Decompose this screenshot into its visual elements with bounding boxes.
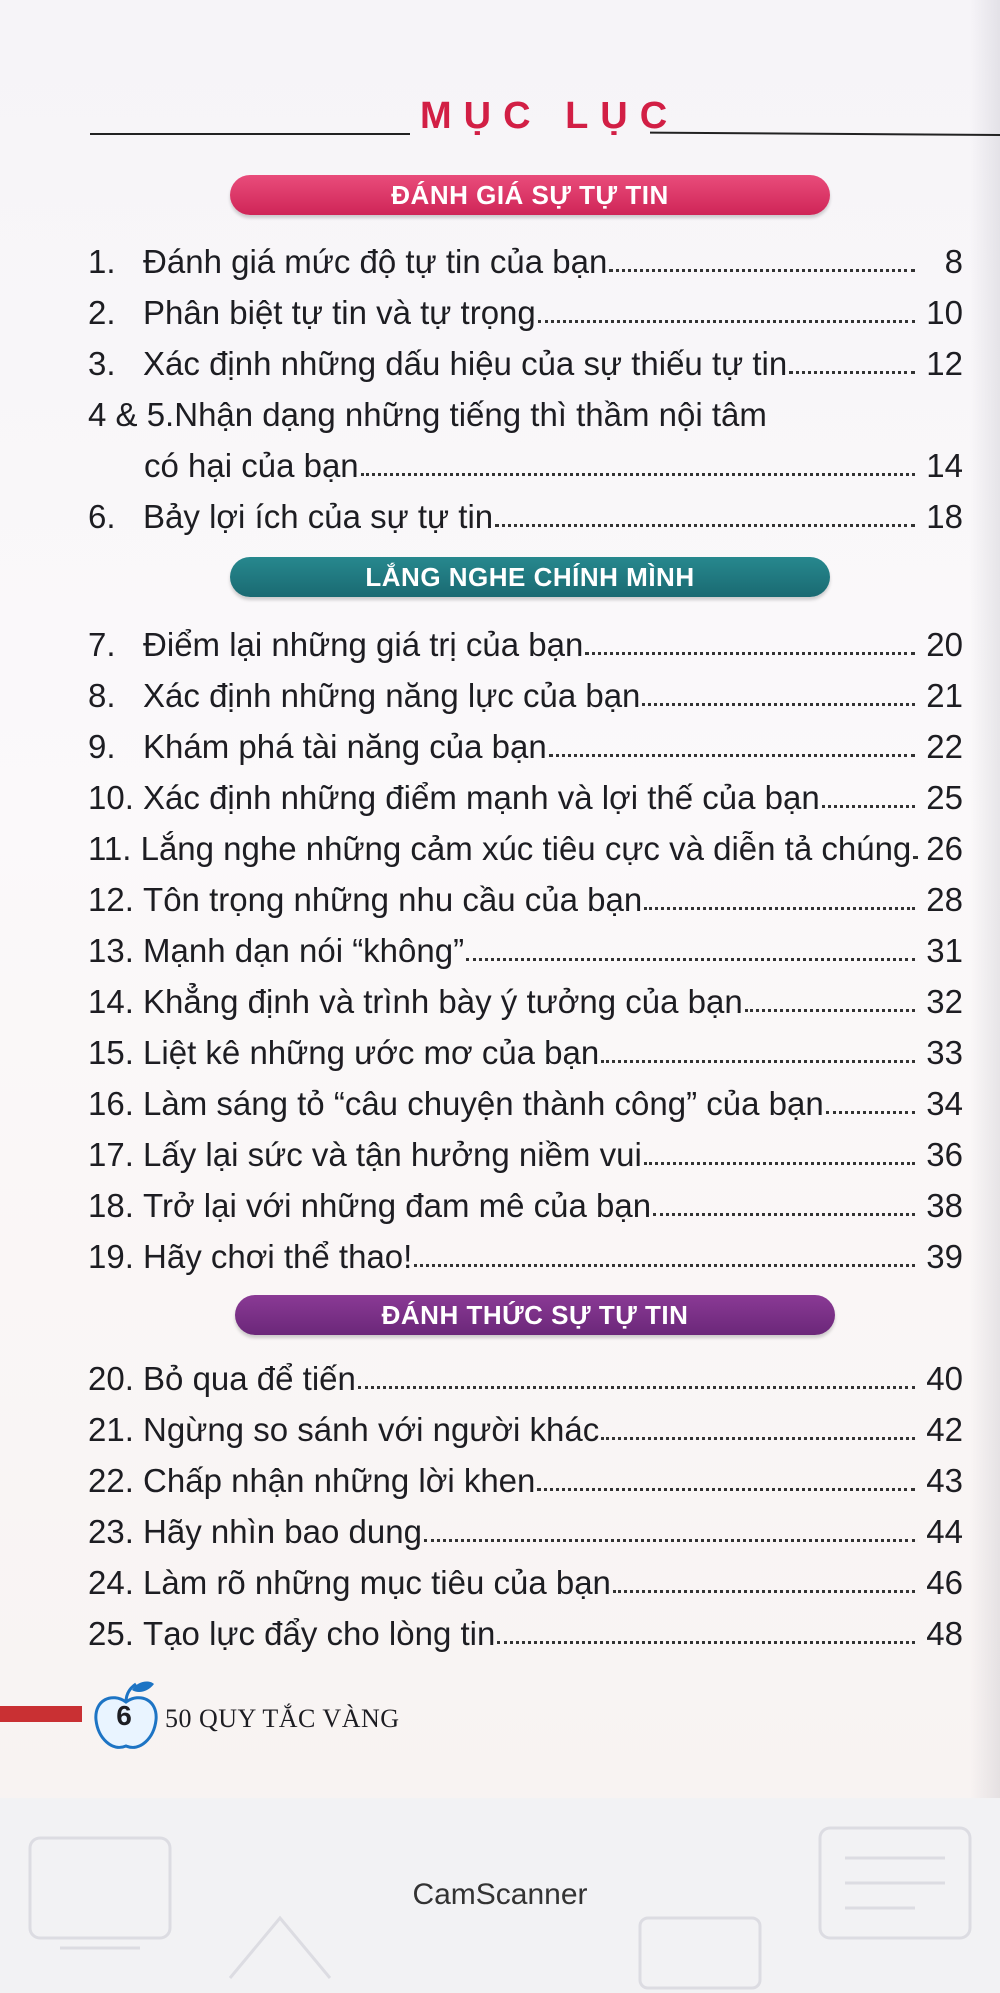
dot-leader — [745, 1009, 915, 1012]
book-title: 50 QUY TẮC VÀNG — [165, 1704, 400, 1733]
page-footer — [0, 1670, 600, 1760]
entry-page: 21 — [926, 677, 963, 714]
toc-header — [90, 95, 970, 145]
toc-entry — [88, 616, 963, 664]
entry-number: 22. — [88, 1462, 144, 1499]
dot-leader — [653, 1213, 915, 1216]
dot-leader — [609, 269, 915, 272]
entry-page: 14 — [926, 447, 963, 484]
header-rule-left — [90, 133, 410, 135]
camscanner-brand: CamScanner — [412, 1878, 588, 1911]
entry-page: 40 — [926, 1360, 963, 1397]
entry-title: Chấp nhận những lời khen — [143, 1462, 536, 1499]
entry-number: 24. — [88, 1564, 144, 1601]
footer-red-bar — [0, 1706, 82, 1722]
entry-number: 15. — [88, 1034, 144, 1071]
entry-page: 43 — [926, 1462, 963, 1499]
toc-entry — [88, 973, 963, 1021]
toc-entry — [88, 769, 963, 817]
entry-title: Phân biệt tự tin và tự trọng — [143, 294, 536, 331]
section-banner-1: ĐÁNH GIÁ SỰ TỰ TIN — [230, 175, 830, 215]
entry-number: 6. — [88, 498, 144, 535]
toc-entry — [88, 1024, 963, 1072]
entry-page: 26 — [926, 830, 963, 867]
dot-leader — [538, 320, 915, 323]
entry-number: 4 & 5. — [88, 396, 175, 433]
dot-leader — [644, 907, 915, 910]
entry-number: 10. — [88, 779, 144, 816]
entry-number: 11. — [88, 830, 141, 867]
entry-title: Bảy lợi ích của sự tự tin — [143, 498, 494, 535]
entry-page: 44 — [926, 1513, 963, 1550]
dot-leader — [601, 1060, 915, 1063]
dot-leader — [642, 703, 915, 706]
entry-page: 33 — [926, 1034, 963, 1071]
entry-number: 16. — [88, 1085, 144, 1122]
toc-entry — [88, 233, 963, 281]
entry-title: Xác định những điểm mạnh và lợi thế của bạn — [143, 779, 820, 816]
entry-title: Đánh giá mức độ tự tin của bạn — [143, 243, 608, 280]
dot-leader — [361, 473, 915, 476]
entry-number: 19. — [88, 1238, 144, 1275]
toc-entry — [88, 1350, 963, 1398]
entry-title: Tạo lực đẩy cho lòng tin — [143, 1615, 496, 1652]
dot-leader — [601, 1437, 915, 1440]
entry-title: Xác định những dấu hiệu của sự thiếu tự tin — [143, 345, 788, 382]
toc-entry-first-line — [88, 386, 963, 434]
entry-number: 25. — [88, 1615, 144, 1652]
entry-page: 34 — [926, 1085, 963, 1122]
toc-entry — [88, 1177, 963, 1225]
entry-page: 48 — [926, 1615, 963, 1652]
entry-number: 7. — [88, 626, 144, 663]
dot-leader — [585, 652, 915, 655]
entry-title: Lắng nghe những cảm xúc tiêu cực và diễn tả chúng — [140, 830, 912, 867]
entry-title: Hãy nhìn bao dung — [143, 1513, 422, 1550]
toc-entry — [88, 1228, 963, 1276]
entry-page: 10 — [926, 294, 963, 331]
entry-page: 46 — [926, 1564, 963, 1601]
entry-title: Bỏ qua để tiến — [143, 1360, 356, 1397]
toc-entry — [88, 284, 963, 332]
toc-entry — [88, 488, 963, 536]
entry-title: Tôn trọng những nhu cầu của bạn — [143, 881, 643, 918]
entry-title: Hãy chơi thể thao! — [143, 1238, 413, 1275]
entry-title: Mạnh dạn nói “không” — [143, 932, 465, 969]
entry-number: 8. — [88, 677, 144, 714]
toc-entry — [88, 922, 963, 970]
entry-title: Ngừng so sánh với người khác — [143, 1411, 600, 1448]
entry-title: Lấy lại sức và tận hưởng niềm vui — [143, 1136, 642, 1173]
entry-number: 17. — [88, 1136, 144, 1173]
toc-entry — [88, 1605, 963, 1653]
dot-leader — [613, 1590, 915, 1593]
dot-leader — [497, 1641, 915, 1644]
entry-page: 36 — [926, 1136, 963, 1173]
entry-title: Làm rõ những mục tiêu của bạn — [143, 1564, 611, 1601]
entry-title: Khẳng định và trình bày ý tưởng của bạn — [143, 983, 743, 1020]
dot-leader — [822, 805, 915, 808]
entry-page: 38 — [926, 1187, 963, 1224]
entry-page: 18 — [926, 498, 963, 535]
dot-leader — [414, 1264, 915, 1267]
toc-title: MỤC LỤC — [420, 95, 680, 137]
toc-entry — [88, 1554, 963, 1602]
dot-leader — [358, 1386, 915, 1389]
toc-entry-continuation — [144, 437, 963, 485]
entry-number: 18. — [88, 1187, 144, 1224]
entry-page: 20 — [926, 626, 963, 663]
entry-title: Trở lại với những đam mê của bạn — [143, 1187, 652, 1224]
dot-leader — [537, 1488, 915, 1491]
dot-leader — [424, 1539, 915, 1542]
entry-title: Làm sáng tỏ “câu chuyện thành công” của bạn — [143, 1085, 824, 1122]
toc-entry — [88, 1452, 963, 1500]
toc-entry — [88, 1503, 963, 1551]
entry-page: 22 — [926, 728, 963, 765]
entry-page: 42 — [926, 1411, 963, 1448]
entry-page: 8 — [944, 243, 963, 280]
entry-number: 12. — [88, 881, 144, 918]
dot-leader — [466, 958, 915, 961]
entry-number: 23. — [88, 1513, 144, 1550]
entry-number: 2. — [88, 294, 144, 331]
page-spine-shadow — [970, 0, 1000, 1798]
toc-entry — [88, 667, 963, 715]
dot-leader — [789, 371, 915, 374]
entry-title: Khám phá tài năng của bạn — [143, 728, 547, 765]
toc-entry — [88, 718, 963, 766]
entry-title: Liệt kê những ước mơ của bạn — [143, 1034, 600, 1071]
entry-title: Nhận dạng những tiếng thì thầm nội tâm — [174, 396, 767, 433]
dot-leader — [495, 524, 915, 527]
dot-leader — [644, 1162, 915, 1165]
entry-page: 31 — [926, 932, 963, 969]
dot-leader — [913, 856, 915, 859]
dot-leader — [826, 1111, 915, 1114]
toc-entry — [88, 820, 963, 868]
dot-leader — [549, 754, 915, 757]
entry-number: 3. — [88, 345, 144, 382]
section-banner-3: ĐÁNH THỨC SỰ TỰ TIN — [235, 1295, 835, 1335]
toc-entry — [88, 335, 963, 383]
entry-number: 14. — [88, 983, 144, 1020]
entry-number: 13. — [88, 932, 144, 969]
camscanner-watermark-area — [0, 1798, 1000, 1993]
entry-page: 39 — [926, 1238, 963, 1275]
entry-number: 20. — [88, 1360, 144, 1397]
entry-number: 1. — [88, 243, 144, 280]
toc-entry — [88, 1126, 963, 1174]
entry-number: 9. — [88, 728, 144, 765]
entry-page: 32 — [926, 983, 963, 1020]
entry-title: Điểm lại những giá trị của bạn — [143, 626, 584, 663]
section-banner-2: LẮNG NGHE CHÍNH MÌNH — [230, 557, 830, 597]
entry-title-continuation: có hại của bạn — [144, 447, 359, 484]
entry-number: 21. — [88, 1411, 144, 1448]
entry-title: Xác định những năng lực của bạn — [143, 677, 641, 714]
toc-entry — [88, 1401, 963, 1449]
toc-entry — [88, 871, 963, 919]
entry-page: 28 — [926, 881, 963, 918]
toc-entry — [88, 1075, 963, 1123]
entry-page: 25 — [926, 779, 963, 816]
entry-page: 12 — [926, 345, 963, 382]
page-number: 6 — [116, 1700, 132, 1731]
